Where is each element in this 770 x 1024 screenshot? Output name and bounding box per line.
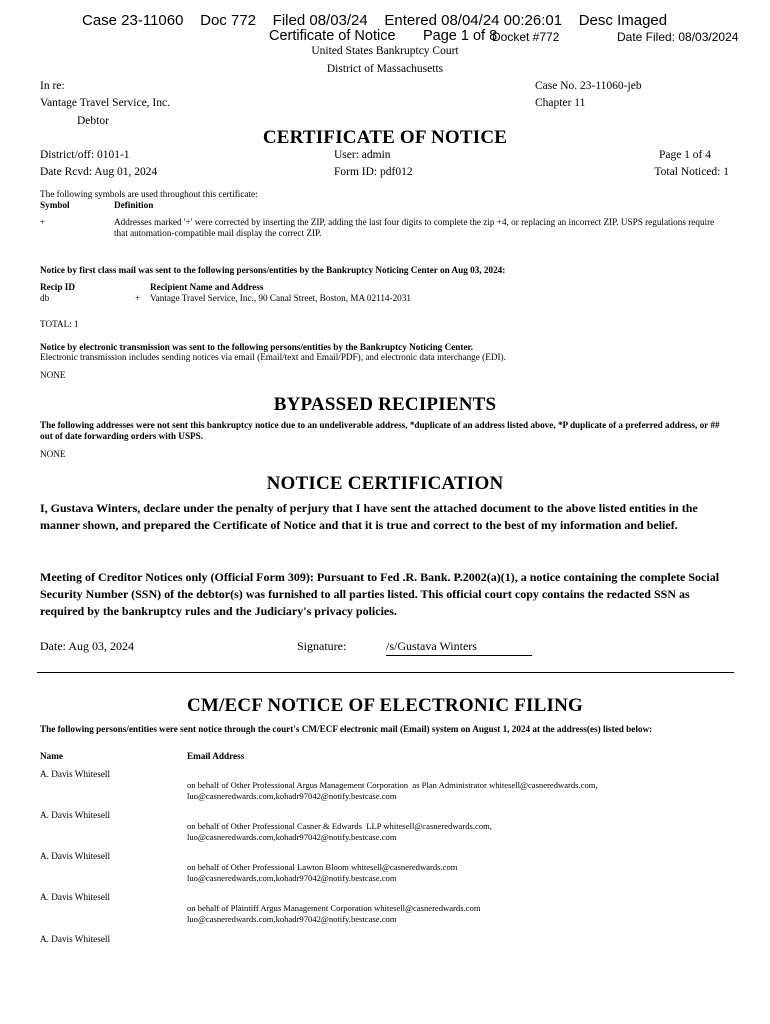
cmecf-email-header: Email Address xyxy=(187,751,245,761)
cmecf-title: CM/ECF NOTICE OF ELECTRONIC FILING xyxy=(187,695,583,716)
first-class-heading: Notice by first class mail was sent to the following persons/entities by the Bankruptcy Noticing Center on Aug 03, 2024: xyxy=(40,265,506,275)
certification-ssn-notice: Meeting of Creditor Notices only (Official Form 309): Pursuant to Fed .R. Bank. P.2002(a)(1), a notice containing the complete Social Security Number (SSN) of the debtor(s) was furnished to all parties listed. This official court copy contains the redacted SSN as required by the bankruptcy rules and the Judiciary's privacy policies. xyxy=(40,570,720,618)
in-re-label: In re: xyxy=(40,80,65,92)
debtor-label: Debtor xyxy=(77,115,109,127)
cmecf-intro: The following persons/entities were sent notice through the court's CM/ECF electronic mail (Email) system on August 1, 2024 at the address(es) listed below: xyxy=(40,724,653,734)
bypassed-title: BYPASSED RECIPIENTS xyxy=(273,394,497,415)
electronic-subheading: Electronic transmission includes sending notices via email (Email/text and Email/PDF), and electronic data interchange (EDI). xyxy=(40,352,506,362)
symbols-intro: The following symbols are used throughout this certificate: xyxy=(40,189,258,199)
bypassed-none: NONE xyxy=(40,449,66,459)
bypassed-text: The following addresses were not sent this bankruptcy notice due to an undeliverable address, *duplicate of an address listed above, *P duplicate of a preferred address, or ## out of date forwarding orders with USPS. xyxy=(40,420,720,441)
user: User: admin xyxy=(334,149,391,161)
cmecf-row-line2: luo@casneredwards.com,kohadr97042@notify.bestcase.com xyxy=(187,832,397,842)
signature-label: Signature: xyxy=(297,639,347,653)
certification-date: Date: Aug 03, 2024 xyxy=(40,639,134,653)
cmecf-row-name: A. Davis Whitesell xyxy=(40,851,111,861)
filing-stamp-certificate: Certificate of Notice xyxy=(269,28,396,44)
symbol-header: Symbol xyxy=(40,200,70,210)
cmecf-row-line2: luo@casneredwards.com,kohadr97042@notify.bestcase.com xyxy=(187,914,397,924)
recip-id-header: Recip ID xyxy=(40,282,75,292)
cmecf-row-line1: on behalf of Other Professional Argus Management Corporation as Plan Administrator whitesell@casneredwards.com, xyxy=(187,780,598,790)
recipient-address: Vantage Travel Service, Inc., 90 Canal Street, Boston, MA 02114-2031 xyxy=(150,293,411,303)
recipient-mark: + xyxy=(135,293,141,303)
cmecf-row-line2: luo@casneredwards.com,kohadr97042@notify.bestcase.com xyxy=(187,873,397,883)
form-id: Form ID: pdf012 xyxy=(334,166,413,178)
cmecf-row-name: A. Davis Whitesell xyxy=(40,892,111,902)
cmecf-row-name: A. Davis Whitesell xyxy=(40,934,111,944)
page-count: Page 1 of 4 xyxy=(658,149,711,161)
symbol-plus: + xyxy=(40,217,46,227)
district-off: District/off: 0101-1 xyxy=(40,149,130,161)
chapter: Chapter 11 xyxy=(535,97,586,109)
date-received: Date Rcvd: Aug 01, 2024 xyxy=(40,166,158,178)
court-name: United States Bankruptcy Court xyxy=(311,45,459,57)
cmecf-row-line1: on behalf of Other Professional Casner & Edwards LLP whitesell@casneredwards.com, xyxy=(187,821,492,831)
certification-title: NOTICE CERTIFICATION xyxy=(266,473,504,494)
definition-header: Definition xyxy=(114,200,154,210)
cmecf-row-line2: luo@casneredwards.com,kohadr97042@notify.bestcase.com xyxy=(187,791,397,801)
symbol-plus-definition: Addresses marked '+' were corrected by inserting the ZIP, adding the last four digits to complete the zip +4, or replacing an incorrect ZIP. USPS regulations require that automation-compatible mail display the correct ZIP. xyxy=(114,217,715,238)
debtor-name: Vantage Travel Service, Inc. xyxy=(40,97,170,109)
date-filed: Date Filed: 08/03/2024 xyxy=(617,30,739,44)
cmecf-row-name: A. Davis Whitesell xyxy=(40,810,111,820)
filing-stamp-page: Page 1 of 8 xyxy=(423,28,498,44)
cmecf-row-line1: on behalf of Plaintiff Argus Management Corporation whitesell@casneredwards.com xyxy=(187,903,481,913)
court-district: District of Massachusetts xyxy=(326,63,444,75)
electronic-none: NONE xyxy=(40,370,66,380)
electronic-heading: Notice by electronic transmission was sent to the following persons/entities by the Bankruptcy Noticing Center. xyxy=(40,342,474,352)
case-number: Case No. 23-11060-jeb xyxy=(535,80,642,92)
certificate-title: CERTIFICATE OF NOTICE xyxy=(262,127,508,148)
recipient-name-header: Recipient Name and Address xyxy=(150,282,264,292)
docket-number: Docket #772 xyxy=(492,30,560,44)
cmecf-row-line1: on behalf of Other Professional Lawton Bloom whitesell@casneredwards.com xyxy=(187,862,458,872)
cmecf-name-header: Name xyxy=(40,751,63,761)
certification-declaration: I, Gustava Winters, declare under the penalty of perjury that I have sent the attached document to the above listed entities in the manner shown, and prepared the Certificate of Notice and that it is true and correct to the best of my information and belief. xyxy=(40,501,698,532)
filing-stamp-line1: Case 23-11060 Doc 772 Filed 08/03/24 Entered 08/04/24 00:26:01 Desc Imaged xyxy=(82,12,668,29)
first-class-total: TOTAL: 1 xyxy=(40,319,79,329)
signature-value: /s/Gustava Winters xyxy=(386,639,532,656)
recipient-id: db xyxy=(40,293,50,303)
cmecf-row-name: A. Davis Whitesell xyxy=(40,769,111,779)
total-noticed: Total Noticed: 1 xyxy=(654,166,729,178)
section-divider xyxy=(37,672,734,673)
